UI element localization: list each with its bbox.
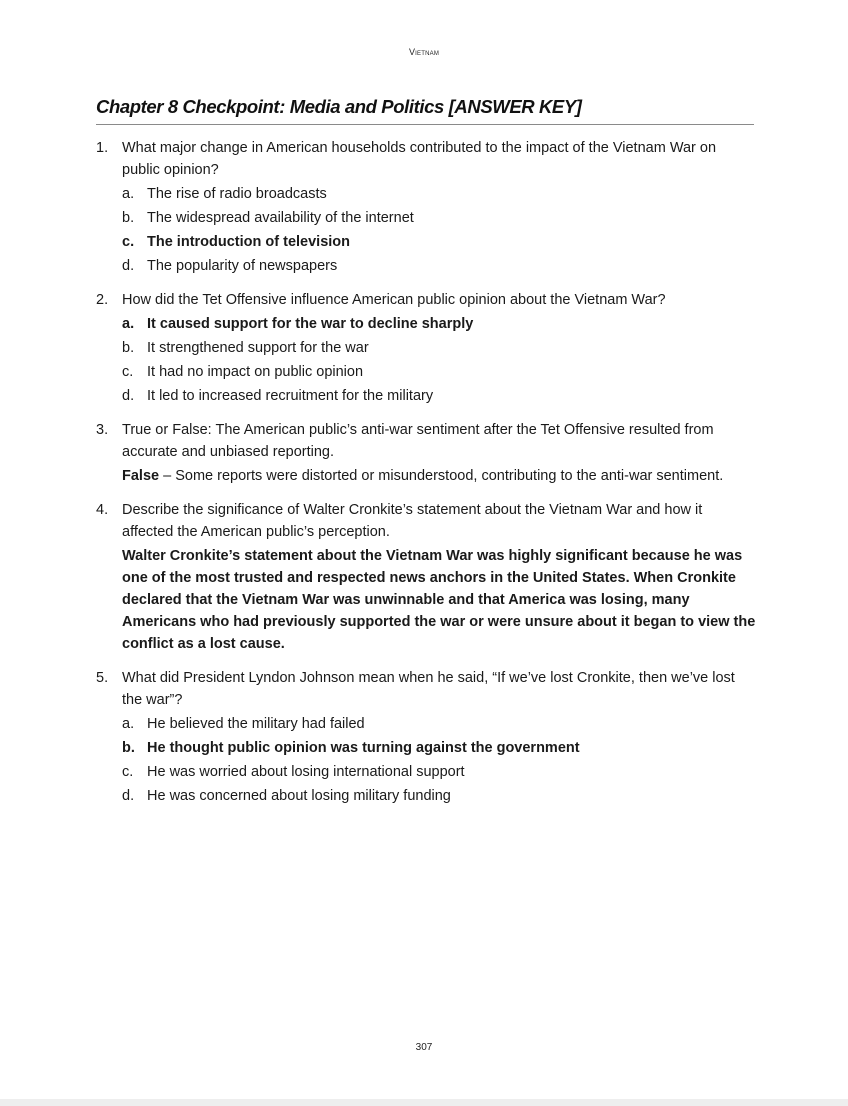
option-text: The popularity of newspapers — [147, 258, 338, 274]
question-number: 2. — [96, 292, 109, 308]
question-text: True or False: The American public’s anti-war sentiment after the Tet Offensive resulted from accurate and unbiased reporting. — [122, 422, 714, 460]
running-header: Vietnam — [408, 47, 440, 57]
option-letter: b. — [122, 340, 135, 356]
option-text: He believed the military had failed — [147, 716, 365, 732]
option-letter: b. — [122, 210, 135, 226]
option-letter: b. — [122, 740, 135, 756]
question-4 — [96, 499, 756, 655]
page-number: 307 — [415, 1042, 433, 1053]
option-letter: c. — [122, 234, 135, 250]
option-c — [122, 361, 756, 383]
option-b — [122, 207, 756, 229]
option-a — [122, 713, 756, 735]
option-a-correct-answer — [122, 313, 756, 335]
option-letter: d. — [122, 788, 135, 804]
option-text: He thought public opinion was turning against the government — [147, 740, 580, 756]
answer-explanation: – Some reports were distorted or misunderstood, contributing to the anti-war sentiment. — [159, 468, 724, 484]
option-letter: c. — [122, 364, 134, 380]
option-d — [122, 255, 756, 277]
question-text: How did the Tet Offensive influence American public opinion about the Vietnam War? — [122, 292, 666, 308]
option-letter: a. — [122, 716, 135, 732]
option-text: The widespread availability of the internet — [147, 210, 414, 226]
option-text: It strengthened support for the war — [147, 340, 369, 356]
option-list — [122, 313, 756, 407]
option-d — [122, 385, 756, 407]
option-letter: d. — [122, 258, 135, 274]
question-number: 5. — [96, 670, 109, 686]
option-list — [122, 183, 756, 277]
option-d — [122, 785, 756, 807]
question-number: 1. — [96, 140, 109, 156]
question-list — [96, 137, 756, 819]
question-text: What did President Lyndon Johnson mean when he said, “If we’ve lost Cronkite, then we’ve lost the war”? — [122, 670, 735, 708]
option-letter: a. — [122, 186, 135, 202]
option-letter: d. — [122, 388, 135, 404]
option-text: It led to increased recruitment for the military — [147, 388, 434, 404]
question-2 — [96, 289, 756, 407]
option-c-correct-answer — [122, 231, 756, 253]
question-3 — [96, 419, 756, 487]
question-text: What major change in American households contributed to the impact of the Vietnam War on public opinion? — [122, 140, 717, 178]
question-number: 4. — [96, 502, 109, 518]
option-text: It caused support for the war to decline sharply — [147, 316, 474, 332]
answer-text: Walter Cronkite’s statement about the Vietnam War was highly significant because he was one of the most trusted and respected news anchors in the United States. When Cronkite declared that the Vietnam War was unwinnable and that America was losing, many Americans who had previously supported the war or were unsure about it began to view the conflict as a lost cause. — [122, 548, 756, 652]
option-text: He was concerned about losing military funding — [147, 788, 451, 804]
option-letter: a. — [122, 316, 135, 332]
question-number: 3. — [96, 422, 109, 438]
question-1 — [96, 137, 756, 277]
option-text: The rise of radio broadcasts — [147, 186, 327, 202]
question-text: Describe the significance of Walter Cronkite’s statement about the Vietnam War and how it affected the American public’s perception. — [122, 502, 703, 540]
page-bottom-edge — [0, 1099, 848, 1106]
option-a — [122, 183, 756, 205]
page-title: Chapter 8 Checkpoint: Media and Politics [ANSWER KEY] — [96, 96, 582, 117]
option-letter: c. — [122, 764, 134, 780]
title-underline — [96, 124, 754, 125]
option-c — [122, 761, 756, 783]
option-b-correct-answer — [122, 737, 756, 759]
answer-text — [122, 465, 756, 487]
option-text: He was worried about losing international support — [147, 764, 465, 780]
option-text: The introduction of television — [147, 234, 350, 250]
option-b — [122, 337, 756, 359]
option-list — [122, 713, 756, 807]
answer-label: False — [122, 468, 160, 484]
option-text: It had no impact on public opinion — [147, 364, 364, 380]
question-5 — [96, 667, 756, 807]
